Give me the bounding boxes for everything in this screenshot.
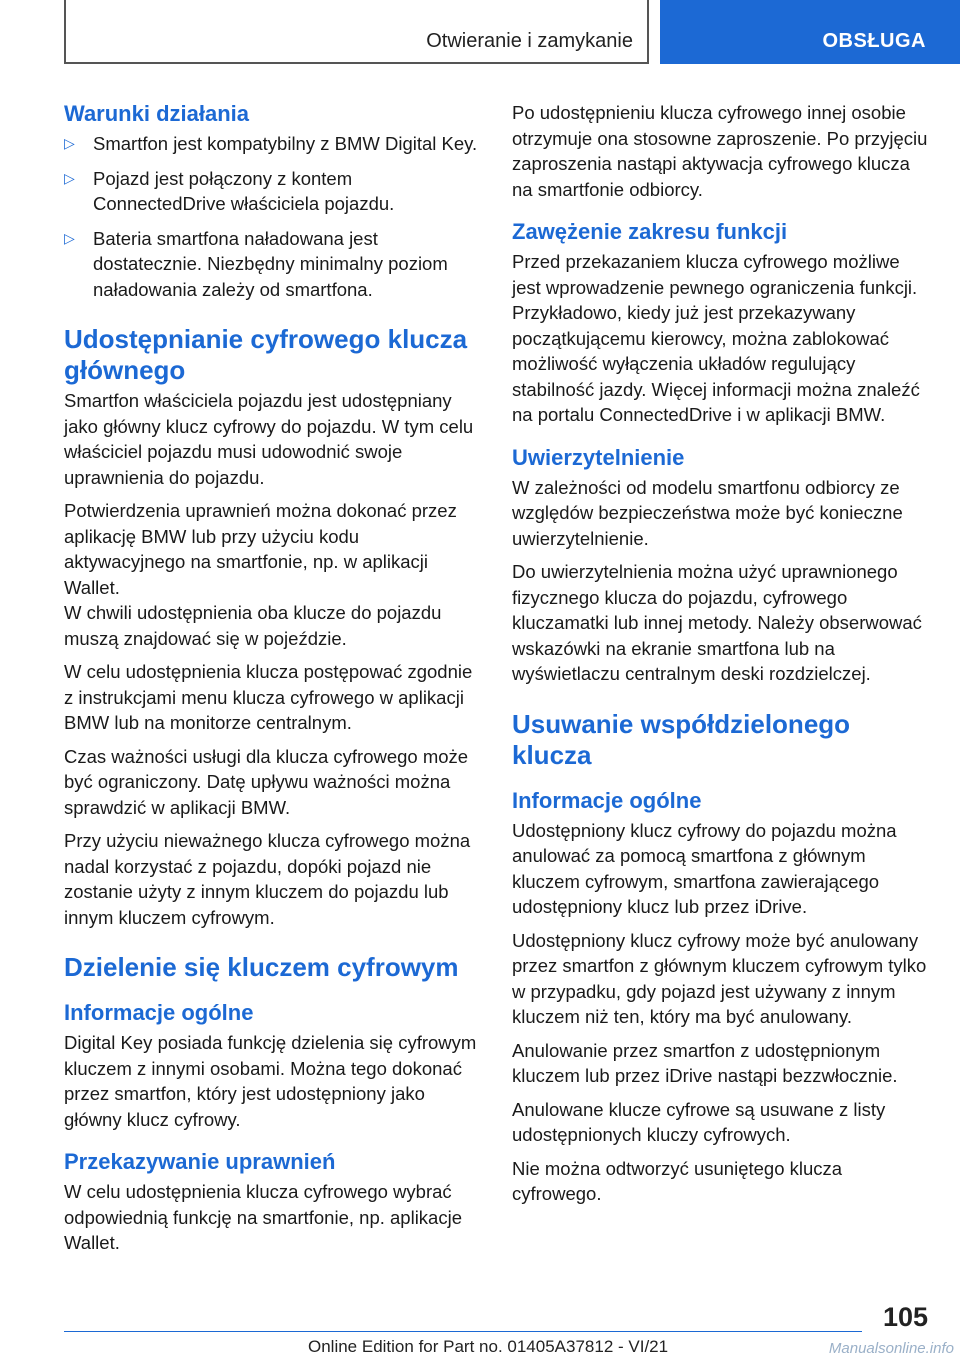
heading-warunki: Warunki działania [64,101,250,126]
paragraph: Przy użyciu nieważnego klucza cyfrowego można nadal korzystać z pojazdu, dopóki pojazd nie zostanie użyty z innym kluczem do pojazdu lub innym kluczem cyfrowym. [64,830,471,928]
paragraph: Nie można odtworzyć usuniętego klucza cyfrowego. [512,1157,843,1204]
heading-dzielenie: Dzielenie się kluczem cyfrowym [64,952,459,982]
paragraph: Udostępniony klucz cyfrowy może być anulowany przez smartfon z głównym kluczem cyfrowym tylko w przypadku, gdy pojazd jest używany z innym kluczem niż ten, który ma być anulowany. [512,929,927,1027]
header-section-title: Otwieranie i zamykanie [426,30,633,52]
heading-udostepnianie: Udostępnianie cyfrowego klucza głównego [64,324,468,385]
header-chapter-label: OBSŁUGA [822,30,926,52]
paragraph: Udostępniony klucz cyfrowy do pojazdu można anulować za pomocą smartfona z głównym kluczem cyfrowym, smartfona zawierającego udostępniony klucz lub przez iDrive. [512,819,897,917]
list-item: ▷ Bateria smartfona naładowana jest dostatecznie. Niezbędny minimalny poziom naładowania zależy od smartfona. [64,227,448,300]
heading-usuwanie: Usuwanie współdzielonego klucza [512,708,851,770]
paragraph: Anulowane klucze cyfrowe są usuwane z listy udostępnionych kluczy cyfrowych. [512,1098,886,1145]
header-section-box [64,0,649,64]
triangle-bullet-icon: ▷ [64,229,75,246]
paragraph: Smartfon właściciela pojazdu jest udostępniany jako główny klucz cyfrowy do pojazdu. W tym celu właściciel pojazdu musi udowodnić swoje uprawnienia do pojazdu. [64,390,474,488]
triangle-bullet-icon: ▷ [64,135,75,151]
footer-divider [64,1331,862,1332]
paragraph: W celu udostępnienia klucza postępować zgodnie z instrukcjami menu klucza cyfrowego w aplikacji BMW lub na monitorze centralnym. [64,661,473,733]
paragraph: Przed przekazaniem klucza cyfrowego możliwe jest wprowadzenie pewnego ograniczenia funkcji. Przykładowo, kiedy już jest przekazywany początkującemu kierowcy, można zablokować możliwość wyłączenia układów regulujący stabilność jazdy. Więcej informacji można znaleźć na portalu ConnectedDrive i w aplikacji BMW. [512,251,920,425]
paragraph: W celu udostępnienia klucza cyfrowego wybrać odpowiednią funkcję na smartfonie, np. aplikacje Wallet. [64,1181,462,1253]
paragraph: Potwierdzenia uprawnień można dokonać przez aplikację BMW lub przy użyciu kodu aktywacyjnego na smartfonie, np. w aplikacji Wallet. W chwili udostępnienia oba klucze do pojazdu muszą znajdować się w pojeździe. [64,500,457,649]
page-number: 105 [882,1302,928,1332]
paragraph: Anulowanie przez smartfon z udostępnionym kluczem lub przez iDrive nastąpi bezzwłocznie. [512,1039,898,1086]
subheading-uwierzytelnienie: Uwierzytelnienie [512,444,685,470]
paragraph: Digital Key posiada funkcję dzielenia się cyfrowym kluczem z innymi osobami. Można tego dokonać przez smartfon, który jest udostępniony jako główny klucz cyfrowy. [64,1032,477,1130]
left-column [64,100,482,1264]
subheading-informacje: Informacje ogólne [64,1000,254,1025]
right-column [512,100,930,1215]
paragraph: W zależności od modelu smartfonu odbiorcy ze względów bezpieczeństwa może być konieczne uwierzytelnienie. [512,476,903,549]
footer-edition: Online Edition for Part no. 01405A37812 - VI/21 [308,1337,669,1356]
header-chapter-tab[interactable] [660,0,960,64]
paragraph: Do uwierzytelnienia można użyć uprawnionego fizycznego klucza do pojazdu, cyfrowego kluczamatki lub innej metody. Należy obserwować wskazówki na ekranie smartfona lub na wyświetlaczu centralnym deski rozdzielczej. [512,561,922,684]
triangle-bullet-icon: ▷ [64,169,75,186]
subheading-informacje-ogolne: Informacje ogólne [512,787,702,813]
paragraph: Czas ważności usługi dla klucza cyfrowego może być ograniczony. Datę upływu ważności można sprawdzić w aplikacji BMW. [64,745,469,818]
paragraph: Po udostępnieniu klucza cyfrowego innej osobie otrzymuje ona stosowne zaproszenie. Po przyjęciu zaproszenia nastąpi aktywacja cyfrowego klucza na smartfonie odbiorcy. [512,102,928,200]
list-item: ▷ Smartfon jest kompatybilny z BMW Digital Key. [64,131,482,157]
watermark: Manualsonline.info [828,1340,954,1357]
conditions-list [64,131,482,302]
subheading-przekazywanie: Przekazywanie uprawnień [64,1149,336,1174]
subheading-zawezenie: Zawężenie zakresu funkcji [512,219,788,244]
list-item: ▷ Pojazd jest połączony z kontem ConnectedDrive właściciela pojazdu. [64,167,395,214]
